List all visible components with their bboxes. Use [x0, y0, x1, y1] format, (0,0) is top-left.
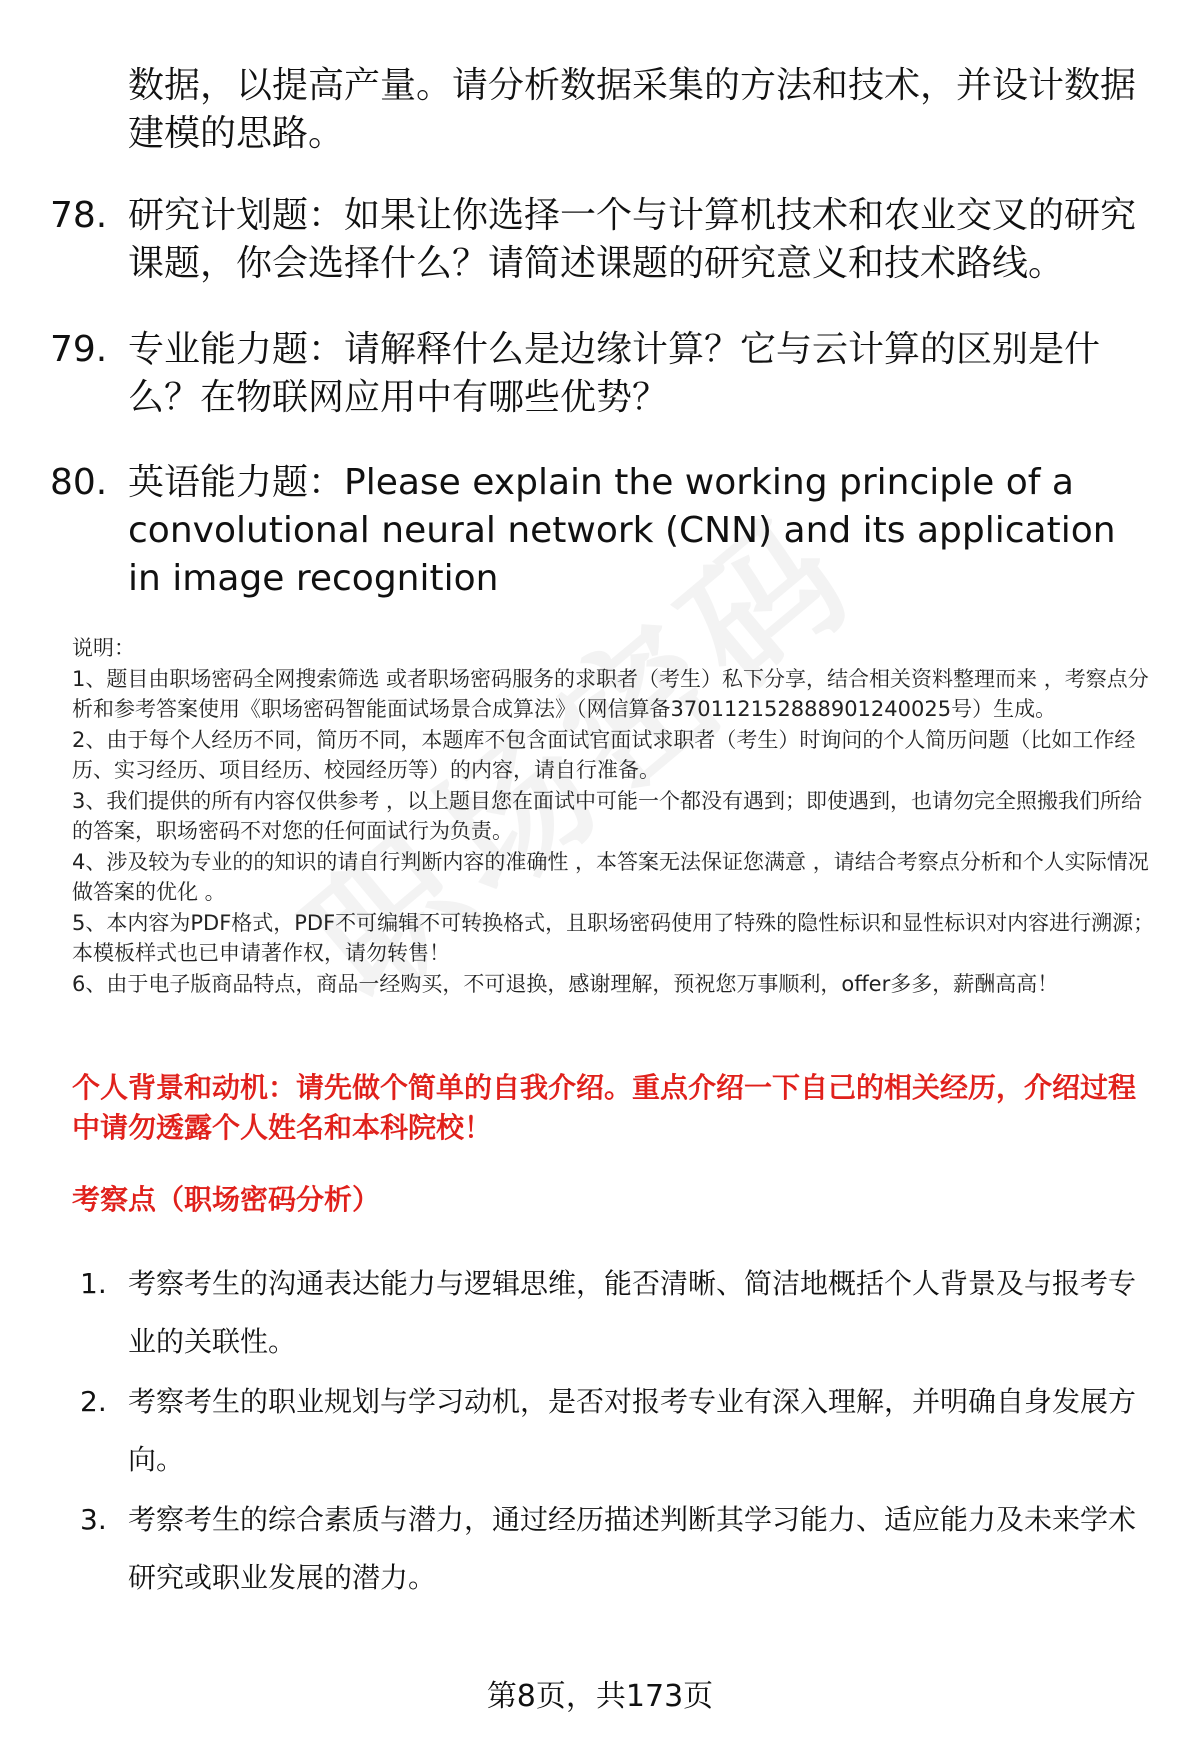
note-item: 4、涉及较为专业的的知识的请自行判断内容的准确性 ，本答案无法保证您满意 ，请结合考察点分析和个人实际情况做答案的优化 。: [72, 849, 1149, 904]
question-number: 79.: [50, 329, 108, 370]
list-item-number: 2.: [80, 1385, 107, 1418]
list-item: [80, 1255, 1160, 1371]
list-item-text: 考察考生的综合素质与潜力，通过经历描述判断其学习能力、适应能力及未来学术研究或职业发展的潜力。: [128, 1503, 1137, 1594]
question-text: 英语能力题：Please explain the working principle of a convolutional neural network (CNN) and its application in image recognition: [128, 462, 1116, 599]
list-item-number: 1.: [80, 1267, 107, 1300]
page-footer: 第8页，共173页: [486, 1679, 714, 1714]
question-text: 专业能力题：请解释什么是边缘计算？它与云计算的区别是什么？在物联网应用中有哪些优势？: [128, 329, 1101, 418]
question-number: 80.: [50, 462, 108, 503]
list-item: [80, 1491, 1160, 1607]
interview-question-heading: 个人背景和动机：请先做个简单的自我介绍。重点介绍一下自己的相关经历，介绍过程中请勿透露个人姓名和本科院校！: [72, 1071, 1137, 1144]
note-item: 6、由于电子版商品特点，商品一经购买，不可退换，感谢理解，预祝您万事顺利，offer多多，薪酬高高！: [72, 971, 1059, 996]
note-item: 3、我们提供的所有内容仅供参考 ，以上题目您在面试中可能一个都没有遇到；即使遇到，也请勿完全照搬我们所给的答案，职场密码不对您的任何面试行为负责。: [72, 788, 1143, 843]
note-item: 2、由于每个人经历不同，简历不同，本题库不包含面试官面试求职者（考生）时询问的个人简历问题（比如工作经历、实习经历、项目经历、校园经历等）的内容，请自行准备。: [72, 727, 1136, 782]
notes-title: 说明：: [72, 636, 135, 660]
note-item: 1、题目由职场密码全网搜索筛选 或者职场密码服务的求职者（考生）私下分享，结合相关资料整理而来 ，考察点分析和参考答案使用《职场密码智能面试场景合成算法》（网信算备370112152888901240025号）生成。: [72, 666, 1149, 721]
question-text: 研究计划题：如果让你选择一个与计算机技术和农业交叉的研究课题，你会选择什么？请简述课题的研究意义和技术路线。: [128, 195, 1137, 284]
analysis-points-list: [80, 1255, 1160, 1609]
notes-section: [72, 633, 1162, 999]
list-item: [80, 1373, 1160, 1489]
question-number: 78.: [50, 195, 108, 236]
list-item-text: 考察考生的沟通表达能力与逻辑思维，能否清晰、简洁地概括个人背景及与报考专业的关联性。: [128, 1267, 1137, 1358]
analysis-subheading: 考察点（职场密码分析）: [72, 1183, 381, 1216]
list-item-text: 考察考生的职业规划与学习动机，是否对报考专业有深入理解，并明确自身发展方向。: [128, 1385, 1137, 1476]
question-continuation: 数据，以提高产量。请分析数据采集的方法和技术，并设计数据建模的思路。: [128, 65, 1137, 154]
list-item-number: 3.: [80, 1503, 107, 1536]
note-item: 5、本内容为PDF格式，PDF不可编辑不可转换格式，且职场密码使用了特殊的隐性标识和显性标识对内容进行溯源；本模板样式也已申请著作权，请勿转售！: [72, 910, 1155, 965]
